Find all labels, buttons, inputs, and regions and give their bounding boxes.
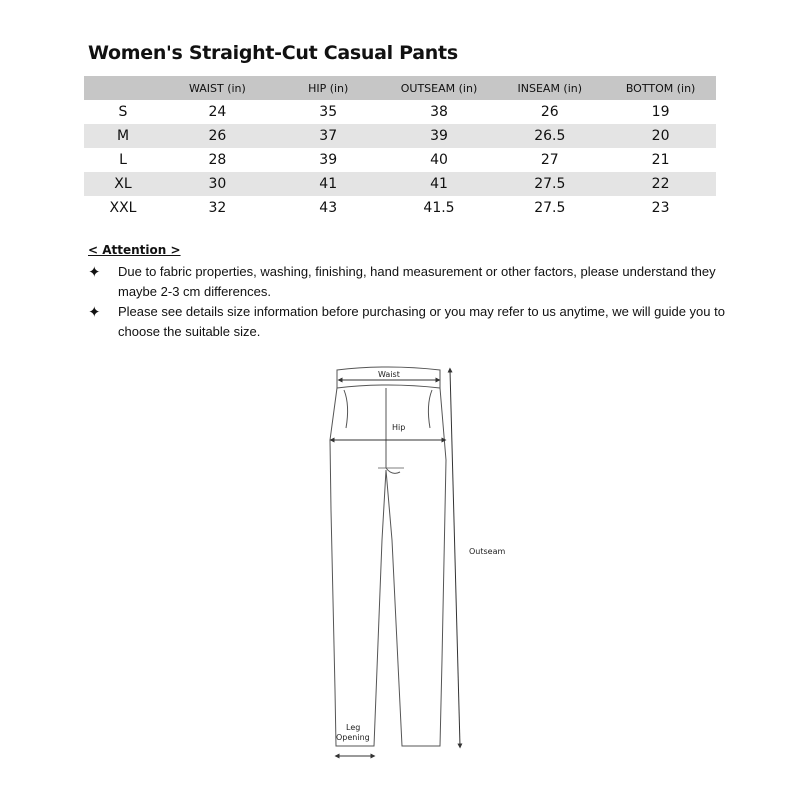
cell-waist: 28 [208, 152, 227, 168]
row-size: XXL [109, 200, 137, 216]
cell-bottom: 23 [651, 200, 670, 216]
cell-bottom: 19 [651, 104, 670, 120]
cell-inseam: 27 [540, 152, 559, 168]
table-header-row [84, 76, 716, 100]
cell-hip: 39 [319, 152, 338, 168]
cell-waist: 32 [208, 200, 227, 216]
row-size: XL [84, 172, 162, 196]
size-chart-table [84, 76, 716, 220]
row-size: L [119, 152, 127, 168]
cell-bottom: 20 [605, 124, 716, 148]
cell-inseam: 26 [540, 104, 559, 120]
cell-waist: 24 [208, 104, 227, 120]
hip-label: Hip [392, 423, 406, 432]
leg-label: Leg [346, 723, 361, 732]
attention-note [88, 302, 728, 342]
waist-label: Waist [378, 370, 400, 379]
cell-hip: 37 [273, 124, 384, 148]
row-size: M [84, 124, 162, 148]
header-waist: WAIST (in) [162, 76, 273, 100]
table-row [84, 172, 716, 196]
row-size: S [118, 104, 128, 120]
cell-inseam: 27.5 [494, 172, 605, 196]
header-size [84, 76, 162, 100]
table-row [84, 100, 716, 124]
cell-hip: 35 [319, 104, 338, 120]
cell-inseam: 27.5 [534, 200, 566, 216]
header-bottom: BOTTOM (in) [605, 76, 716, 100]
pants-outline [330, 388, 446, 746]
cell-outseam: 38 [430, 104, 448, 120]
cell-outseam: 41.5 [423, 200, 455, 216]
pants-measurement-diagram [320, 360, 520, 770]
cell-bottom: 21 [651, 152, 670, 168]
cell-outseam: 41 [384, 172, 495, 196]
cell-outseam: 40 [430, 152, 448, 168]
outseam-label: Outseam [469, 547, 506, 556]
table-row [84, 124, 716, 148]
pants-right-pocket [428, 390, 432, 428]
header-inseam: INSEAM (in) [494, 76, 605, 100]
table-row [84, 148, 716, 172]
attention-note-text: Due to fabric properties, washing, finishing, hand measurement or other factors, please understand they maybe 2-3 cm differences. [118, 264, 716, 299]
attention-heading: < Attention > [88, 243, 181, 257]
star-bullet-icon: ✦ [88, 304, 101, 321]
cell-bottom: 22 [605, 172, 716, 196]
cell-inseam: 26.5 [494, 124, 605, 148]
outseam-arrow [450, 370, 460, 746]
attention-note [88, 262, 728, 302]
cell-hip: 41 [273, 172, 384, 196]
page-title: Women's Straight-Cut Casual Pants [88, 42, 458, 64]
header-hip: HIP (in) [273, 76, 384, 100]
cell-waist: 30 [162, 172, 273, 196]
cell-waist: 26 [162, 124, 273, 148]
attention-note-text: Please see details size information before purchasing or you may refer to us anytime, we will guide you to choose the suitable size. [118, 304, 725, 339]
star-bullet-icon: ✦ [88, 264, 101, 281]
header-outseam: OUTSEAM (in) [384, 76, 495, 100]
cell-outseam: 39 [384, 124, 495, 148]
cell-hip: 43 [319, 200, 338, 216]
opening-label: Opening [336, 733, 370, 742]
table-row [84, 196, 716, 220]
pants-left-pocket [344, 390, 348, 428]
